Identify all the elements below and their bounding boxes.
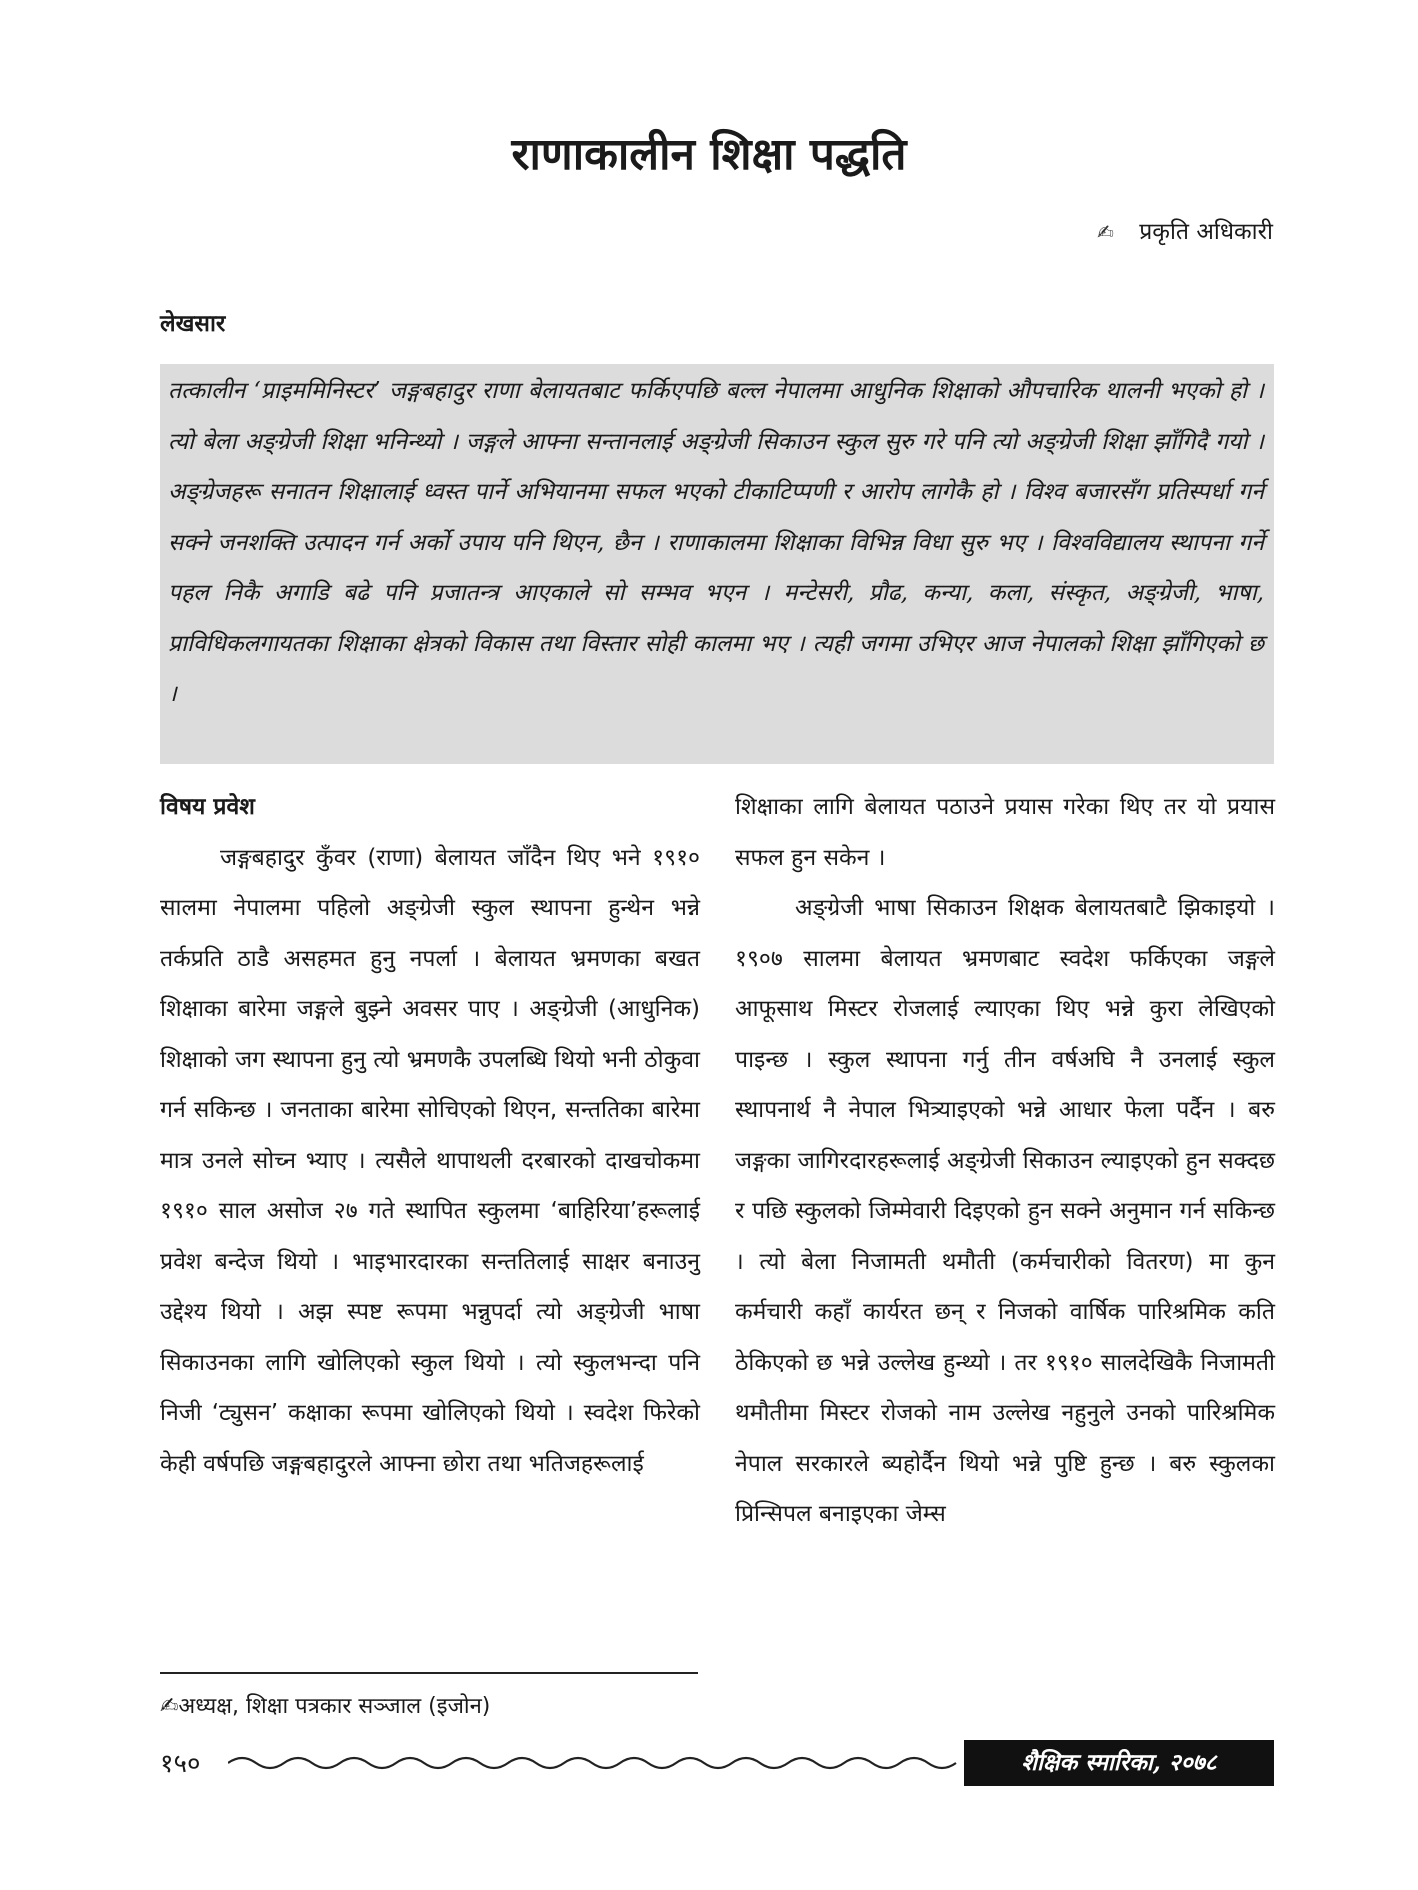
wavy-line-ornament — [228, 1748, 964, 1778]
page-title: राणाकालीन शिक्षा पद्धति — [511, 129, 907, 180]
author-byline — [1097, 214, 1273, 246]
intro-heading: विषय प्रवेश — [160, 794, 255, 820]
body-paragraph-continued: शिक्षाका लागि बेलायत पठाउने प्रयास गरेका थिए तर यो प्रयास सफल हुन सकेन । — [735, 794, 1275, 871]
page-footer — [160, 1740, 1274, 1786]
body-paragraph: अङ्ग्रेजी भाषा सिकाउन शिक्षक बेलायतबाटै झिकाइयो । १९०७ सालमा बेलायत भ्रमणबाट स्वदेश फर्किएका जङ्गले आफूसाथ मिस्टर रोजलाई ल्याएका थिए भन्ने कुरा लेखिएको पाइन्छ । स्कुल स्थापना गर्नु तीन वर्षअघि नै उनलाई स्कुल स्थापनार्थ नै नेपाल भित्र्याइएको भन्ने आधार फेला पर्दैन । बरु जङ्गका जागिरदारहरूलाई अङ्ग्रेजी सिकाउन ल्याइएको हुन सक्दछ र पछि स्कुलको जिम्मेवारी दिइएको हुन सक्ने अनुमान गर्न सकिन्छ । त्यो बेला निजामती थमौती (कर्मचारीको वितरण) मा कुन कर्मचारी कहाँ कार्यरत छन् र निजको वार्षिक पारिश्रमिक कति ठेकिएको छ भन्ने उल्लेख हुन्थ्यो । तर १९१० सालदेखिकै निजामती थमौतीमा मिस्टर रोजको नाम उल्लेख नहुनुले उनको पारिश्रमिक नेपाल सरकारले ब्यहोर्दैन थियो भन्ने पुष्टि हुन्छ । बरु स्कुलका प्रिन्सिपल बनाइएका जेम्स — [735, 895, 1275, 1527]
footnote: ✍अध्यक्ष, शिक्षा पत्रकार सञ्जाल (इजोन) — [160, 1694, 491, 1719]
pen-icon: ✍ — [1097, 220, 1114, 244]
abstract-box — [160, 364, 1274, 764]
left-column — [160, 782, 700, 1489]
footnote-divider — [160, 1672, 698, 1674]
right-column — [735, 782, 1275, 1540]
body-paragraph: जङ्गबहादुर कुँवर (राणा) बेलायत जाँदैन थिए भने १९१० सालमा नेपालमा पहिलो अङ्ग्रेजी स्कुल स्थापना हुन्थेन भन्ने तर्कप्रति ठाडै असहमत हुनु नपर्ला । बेलायत भ्रमणका बखत शिक्षाका बारेमा जङ्गले बुझ्ने अवसर पाए । अङ्ग्रेजी (आधुनिक) शिक्षाको जग स्थापना हुनु त्यो भ्रमणकै उपलब्धि थियो भनी ठोकुवा गर्न सकिन्छ । जनताका बारेमा सोचिएको थिएन, सन्ततिका बारेमा मात्र उनले सोच्न भ्याए । त्यसैले थापाथली दरबारको दाखचोकमा १९१० साल असोज २७ गते स्थापित स्कुलमा ‘बाहिरिया’हरूलाई प्रवेश बन्देज थियो । भाइभारदारका सन्ततिलाई साक्षर बनाउनु उद्देश्य थियो । अझ स्पष्ट रूपमा भन्नुपर्दा त्यो अङ्ग्रेजी भाषा सिकाउनका लागि खोलिएको स्कुल थियो । त्यो स्कुलभन्दा पनि निजी ‘ट्युसन’ कक्षाका रूपमा खोलिएको थियो । स्वदेश फिरेको केही वर्षपछि जङ्गबहादुरले आफ्ना छोरा तथा भतिजहरूलाई — [160, 844, 700, 1477]
abstract-text: तत्कालीन ‘प्राइममिनिस्टर’ जङ्गबहादुर राणा बेलायतबाट फर्किएपछि बल्ल नेपालमा आधुनिक शिक्षाको औपचारिक थालनी भएको हो । त्यो बेला अङ्ग्रेजी शिक्षा भनिन्थ्यो । जङ्गले आफ्ना सन्तानलाई अङ्ग्रेजी सिकाउन स्कुल सुरु गरे पनि त्यो अङ्ग्रेजी शिक्षा झाँगिदै गयो । अङ्ग्रेजहरू सनातन शिक्षालाई ध्वस्त पार्ने अभियानमा सफल भएको टीकाटिप्पणी र आरोप लागेकै हो । विश्व बजारसँग प्रतिस्पर्धा गर्न सक्ने जनशक्ति उत्पादन गर्न अर्को उपाय पनि थिएन, छैन । राणाकालमा शिक्षाका विभिन्न विधा सुरु भए । विश्वविद्यालय स्थापना गर्ने पहल निकै अगाडि बढे पनि प्रजातन्त्र आएकाले सो सम्भव भएन । मन्टेसरी, प्रौढ, कन्या, कला, संस्कृत, अङ्ग्रेजी, भाषा, प्राविधिकलगायतका शिक्षाका क्षेत्रको विकास तथा विस्तार सोही कालमा भए । त्यही जगमा उभिएर आज नेपालको शिक्षा झाँगिएको छ । — [168, 378, 1264, 707]
abstract-heading: लेखसार — [160, 311, 226, 337]
author-name: प्रकृति अधिकारी — [1139, 219, 1273, 245]
page-number: १५० — [160, 1749, 201, 1779]
publication-badge: शैक्षिक स्मारिका, २०७८ — [964, 1740, 1274, 1786]
